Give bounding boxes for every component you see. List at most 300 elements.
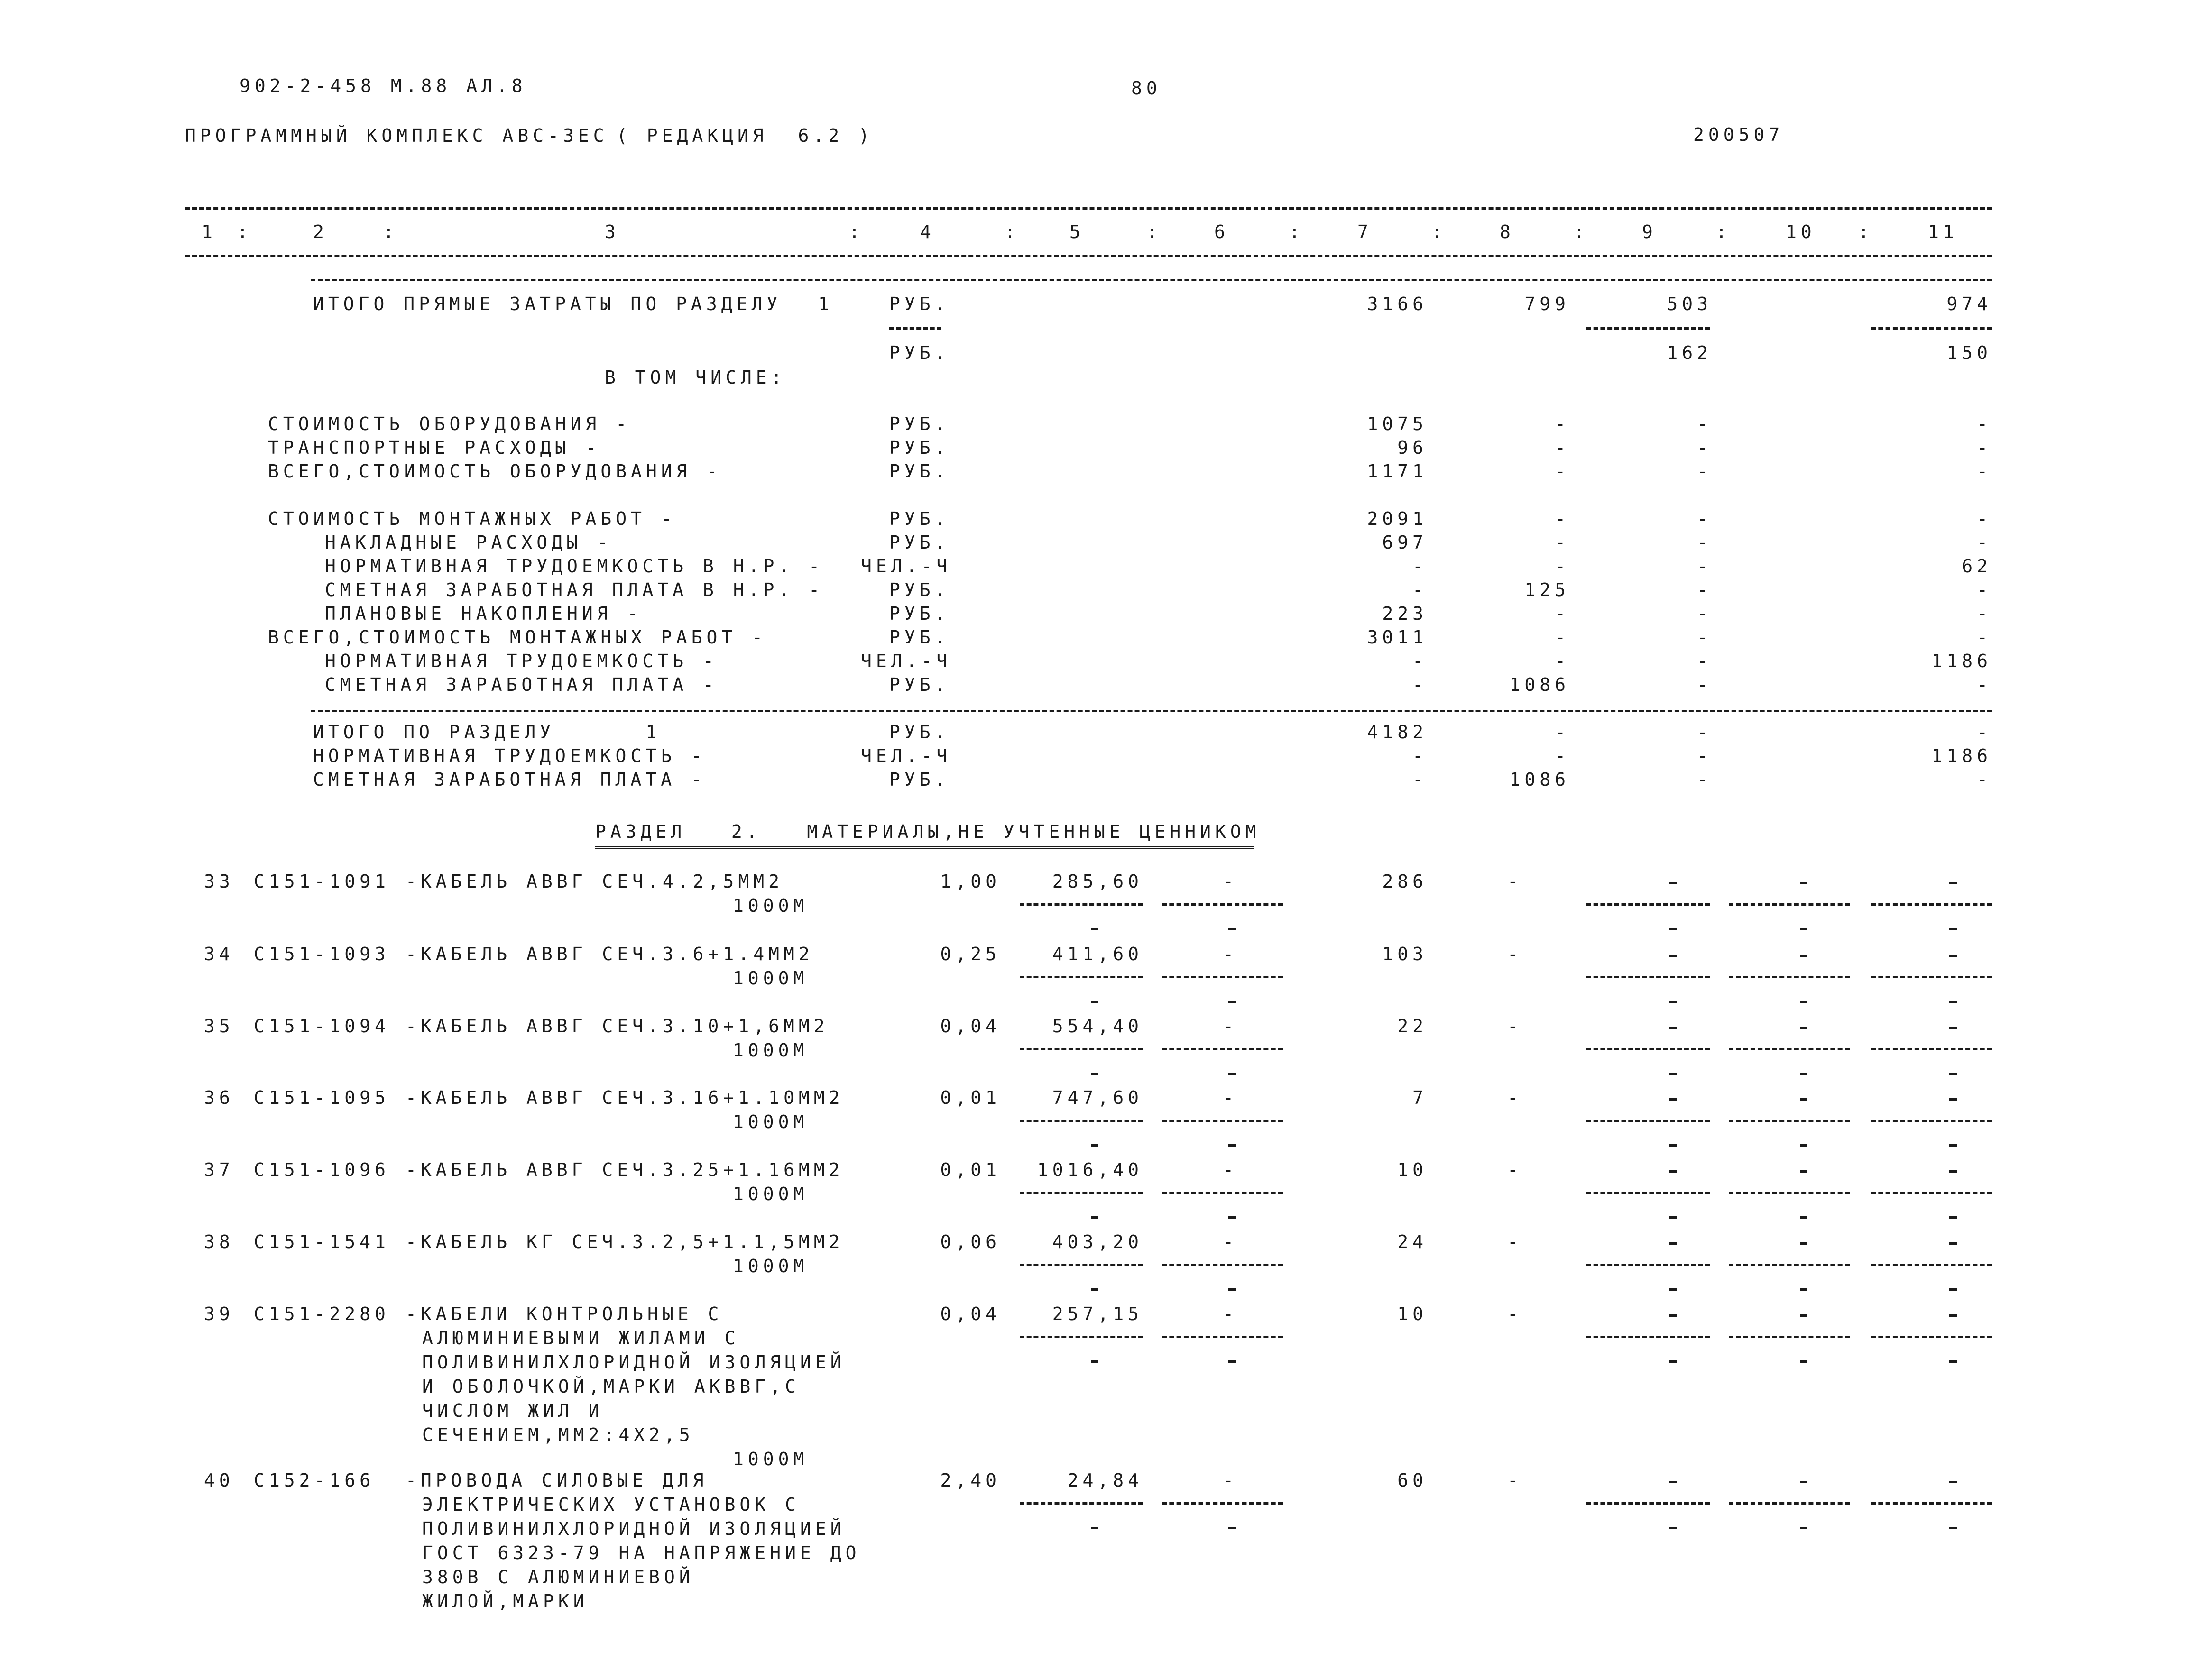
- direct-costs-col9: 503: [1667, 294, 1712, 314]
- direct-costs-col8: 799: [1524, 294, 1570, 314]
- breakdown-col7: 223: [1382, 603, 1428, 624]
- col11-divider: [1871, 327, 1992, 330]
- item-col7: 24: [1397, 1231, 1428, 1252]
- item-unit: 1000М: [733, 1256, 809, 1276]
- item-col6: -: [1223, 871, 1238, 892]
- dash-mark: [1800, 1360, 1807, 1363]
- item-divider: [1586, 1120, 1710, 1122]
- breakdown-col9: -: [1697, 508, 1712, 529]
- breakdown-col11: -: [1977, 532, 1992, 553]
- dash-mark: [1228, 1288, 1236, 1291]
- totals-col7: -: [1412, 769, 1428, 790]
- column-header-7: 7: [1357, 221, 1373, 242]
- breakdown-label: СМЕТНАЯ ЗАРАБОТНАЯ ПЛАТА В Н.Р. -: [325, 579, 824, 600]
- dash-mark: [1091, 1527, 1098, 1529]
- program-name: ПРОГРАММНЫЙ КОМПЛЕКС АВС-3ЕС: [185, 125, 608, 146]
- edition: ( РЕДАКЦИЯ 6.2 ): [617, 125, 874, 146]
- item-divider: [1871, 976, 1992, 978]
- item-description: -КАБЕЛЬ АВВГ СЕЧ.3.16+1.10ММ2: [406, 1087, 844, 1108]
- breakdown-unit: РУБ.: [889, 603, 950, 624]
- item-price: 403,20: [1052, 1231, 1143, 1252]
- item-number: 39: [204, 1304, 234, 1324]
- breakdown-col8: -: [1555, 556, 1570, 577]
- breakdown-col11: -: [1977, 603, 1992, 624]
- breakdown-col8: -: [1555, 413, 1570, 434]
- breakdown-label: НОРМАТИВНАЯ ТРУДОЕМКОСТЬ В Н.Р. -: [325, 556, 824, 577]
- item-description: АЛЮМИНИЕВЫМИ ЖИЛАМИ С: [422, 1328, 740, 1349]
- dash-mark: [1949, 1073, 1957, 1075]
- dash-mark: [1091, 928, 1098, 930]
- item-code: С151-1093: [254, 944, 390, 964]
- dash-mark: [1949, 1144, 1957, 1147]
- item-description: И ОБОЛОЧКОЙ,МАРКИ АКВВГ,С: [422, 1376, 800, 1397]
- item-unit: 1000М: [733, 1111, 809, 1132]
- column-separator: :: [1147, 221, 1162, 242]
- dash-mark: [1091, 1001, 1098, 1003]
- dash-mark: [1669, 1001, 1677, 1003]
- dash-mark: [1949, 1314, 1957, 1317]
- dash-mark: [1800, 1216, 1807, 1219]
- breakdown-col11: -: [1977, 437, 1992, 458]
- column-header-1: 1: [202, 221, 217, 242]
- item-quantity: 0,06: [940, 1231, 1001, 1252]
- item-divider: [1586, 976, 1710, 978]
- dash-mark: [1669, 1314, 1677, 1317]
- item-col8: -: [1507, 1159, 1522, 1180]
- dash-mark: [1091, 1288, 1098, 1291]
- breakdown-col7: 1171: [1367, 461, 1428, 482]
- dash-mark: [1091, 1073, 1098, 1075]
- dash-mark: [1800, 1288, 1807, 1291]
- item-number: 33: [204, 871, 234, 892]
- item-divider: [1586, 1336, 1710, 1338]
- breakdown-col7: -: [1412, 579, 1428, 600]
- item-price: 257,15: [1052, 1304, 1143, 1324]
- item-code: С151-2280: [254, 1304, 390, 1324]
- breakdown-col7: 697: [1382, 532, 1428, 553]
- item-description: ГОСТ 6323-79 НА НАПРЯЖЕНИЕ ДО: [422, 1542, 861, 1563]
- dash-mark: [1949, 1242, 1957, 1245]
- column-header-2: 2: [313, 221, 328, 242]
- totals-col9: -: [1697, 745, 1712, 766]
- item-divider: [1162, 1502, 1283, 1505]
- item-unit: 1000М: [733, 968, 809, 989]
- item-quantity: 1,00: [940, 871, 1001, 892]
- totals-col8: 1086: [1509, 769, 1570, 790]
- item-col6: -: [1223, 1470, 1238, 1491]
- dash-mark: [1949, 1001, 1957, 1003]
- item-description: СЕЧЕНИЕМ,ММ2:4Х2,5: [422, 1424, 694, 1445]
- breakdown-col9: -: [1697, 579, 1712, 600]
- item-code: С151-1091: [254, 871, 390, 892]
- item-col8: -: [1507, 1304, 1522, 1324]
- dash-mark: [1949, 1360, 1957, 1363]
- breakdown-unit: РУБ.: [889, 627, 950, 648]
- item-price: 285,60: [1052, 871, 1143, 892]
- column-separator: :: [1574, 221, 1589, 242]
- breakdown-col9: -: [1697, 556, 1712, 577]
- dash-mark: [1091, 1216, 1098, 1219]
- item-col8: -: [1507, 871, 1522, 892]
- breakdown-unit: РУБ.: [889, 413, 950, 434]
- item-divider: [1020, 976, 1143, 978]
- item-divider: [1020, 1048, 1143, 1050]
- item-price: 554,40: [1052, 1016, 1143, 1037]
- breakdown-col9: -: [1697, 651, 1712, 671]
- item-quantity: 0,04: [940, 1304, 1001, 1324]
- item-divider: [1871, 903, 1992, 906]
- dash-mark: [1800, 1242, 1807, 1245]
- item-unit: 1000М: [733, 1040, 809, 1061]
- item-divider: [1871, 1264, 1992, 1266]
- col9-divider: [1586, 327, 1710, 330]
- doc-code: 902-2-458 М.88 АЛ.8: [240, 75, 527, 96]
- totals-col9: -: [1697, 769, 1712, 790]
- item-divider: [1729, 976, 1850, 978]
- breakdown-col7: 2091: [1367, 508, 1428, 529]
- item-divider: [1729, 1336, 1850, 1338]
- unit-divider: [889, 327, 941, 330]
- dash-mark: [1800, 1027, 1807, 1029]
- dash-mark: [1800, 1001, 1807, 1003]
- column-separator: :: [849, 221, 864, 242]
- dash-mark: [1228, 1073, 1236, 1075]
- item-divider: [1162, 1336, 1283, 1338]
- dash-mark: [1669, 1288, 1677, 1291]
- item-code: С151-1096: [254, 1159, 390, 1180]
- item-divider: [1020, 903, 1143, 906]
- column-header-5: 5: [1069, 221, 1085, 242]
- breakdown-unit: ЧЕЛ.-Ч: [861, 556, 952, 577]
- breakdown-label: ПЛАНОВЫЕ НАКОПЛЕНИЯ -: [325, 603, 643, 624]
- dash-mark: [1949, 1216, 1957, 1219]
- dash-mark: [1949, 1527, 1957, 1529]
- breakdown-col11: 62: [1962, 556, 1992, 577]
- breakdown-label: СТОИМОСТЬ ОБОРУДОВАНИЯ -: [268, 413, 631, 434]
- item-description: -КАБЕЛЬ АВВГ СЕЧ.3.6+1.4ММ2: [406, 944, 814, 964]
- totals-label: СМЕТНАЯ ЗАРАБОТНАЯ ПЛАТА -: [313, 769, 706, 790]
- breakdown-col9: -: [1697, 627, 1712, 648]
- column-separator: :: [1289, 221, 1304, 242]
- item-col7: 22: [1397, 1016, 1428, 1037]
- breakdown-label: ВСЕГО,СТОИМОСТЬ МОНТАЖНЫХ РАБОТ -: [268, 627, 767, 648]
- column-header-6: 6: [1214, 221, 1229, 242]
- item-price: 24,84: [1067, 1470, 1143, 1491]
- breakdown-col7: -: [1412, 674, 1428, 695]
- totals-col7: -: [1412, 745, 1428, 766]
- breakdown-col9: -: [1697, 603, 1712, 624]
- dash-mark: [1949, 1098, 1957, 1101]
- dash-mark: [1800, 1098, 1807, 1101]
- item-divider: [1729, 903, 1850, 906]
- breakdown-unit: РУБ.: [889, 579, 950, 600]
- dash-mark: [1949, 1288, 1957, 1291]
- breakdown-col8: -: [1555, 508, 1570, 529]
- item-code: С151-1541: [254, 1231, 390, 1252]
- dash-mark: [1949, 1481, 1957, 1483]
- breakdown-unit: ЧЕЛ.-Ч: [861, 651, 952, 671]
- dash-mark: [1669, 1073, 1677, 1075]
- item-col7: 10: [1397, 1304, 1428, 1324]
- breakdown-col7: 96: [1397, 437, 1428, 458]
- breakdown-col11: -: [1977, 508, 1992, 529]
- item-divider: [1871, 1048, 1992, 1050]
- item-divider: [1162, 903, 1283, 906]
- item-col8: -: [1507, 944, 1522, 964]
- dash-mark: [1800, 1073, 1807, 1075]
- dash-mark: [1669, 1170, 1677, 1173]
- breakdown-col11: -: [1977, 461, 1992, 482]
- dash-mark: [1669, 1144, 1677, 1147]
- item-col6: -: [1223, 1231, 1238, 1252]
- date-code: 200507: [1693, 124, 1784, 145]
- item-description: ЭЛЕКТРИЧЕСКИХ УСТАНОВОК С: [422, 1494, 800, 1515]
- column-separator: :: [237, 221, 252, 242]
- item-divider: [1871, 1192, 1992, 1194]
- header-rule-bottom: [185, 255, 1992, 257]
- totals-unit: РУБ.: [889, 722, 950, 743]
- item-quantity: 0,01: [940, 1159, 1001, 1180]
- item-divider: [1162, 1120, 1283, 1122]
- breakdown-col8: -: [1555, 651, 1570, 671]
- item-description: -КАБЕЛЬ АВВГ СЕЧ.3.10+1,6ММ2: [406, 1016, 829, 1037]
- breakdown-unit: РУБ.: [889, 674, 950, 695]
- column-header-10: 10: [1786, 221, 1816, 242]
- header-rule-top: [185, 207, 1992, 210]
- dash-mark: [1669, 1216, 1677, 1219]
- dash-mark: [1800, 1527, 1807, 1529]
- item-col8: -: [1507, 1470, 1522, 1491]
- item-divider: [1020, 1502, 1143, 1505]
- totals-col8: -: [1555, 722, 1570, 743]
- sub-col11: 150: [1946, 342, 1992, 363]
- dash-mark: [1669, 928, 1677, 930]
- dash-mark: [1800, 955, 1807, 957]
- item-description: -КАБЕЛЬ АВВГ СЕЧ.3.25+1.16ММ2: [406, 1159, 844, 1180]
- dash-mark: [1949, 1027, 1957, 1029]
- column-header-3: 3: [605, 221, 620, 242]
- item-unit: 1000М: [733, 1449, 809, 1469]
- item-divider: [1729, 1048, 1850, 1050]
- totals-col11: -: [1977, 769, 1992, 790]
- breakdown-col9: -: [1697, 461, 1712, 482]
- item-unit: 1000М: [733, 1184, 809, 1204]
- item-price: 1016,40: [1037, 1159, 1143, 1180]
- column-separator: :: [1716, 221, 1731, 242]
- dash-mark: [1949, 1170, 1957, 1173]
- item-col6: -: [1223, 1304, 1238, 1324]
- item-number: 38: [204, 1231, 234, 1252]
- column-separator: :: [1005, 221, 1020, 242]
- dash-mark: [1228, 928, 1236, 930]
- breakdown-unit: РУБ.: [889, 461, 950, 482]
- item-col8: -: [1507, 1016, 1522, 1037]
- item-col7: 286: [1382, 871, 1428, 892]
- item-description: 380В С АЛЮМИНИЕВОЙ: [422, 1567, 694, 1588]
- dash-mark: [1800, 1144, 1807, 1147]
- breakdown-label: СТОИМОСТЬ МОНТАЖНЫХ РАБОТ -: [268, 508, 676, 529]
- item-col8: -: [1507, 1231, 1522, 1252]
- totals-col8: -: [1555, 745, 1570, 766]
- totals-col11: 1186: [1931, 745, 1992, 766]
- direct-costs-col11: 974: [1946, 294, 1992, 314]
- breakdown-label: НАКЛАДНЫЕ РАСХОДЫ -: [325, 532, 612, 553]
- item-code: С151-1094: [254, 1016, 390, 1037]
- dash-mark: [1228, 1001, 1236, 1003]
- item-unit: 1000М: [733, 895, 809, 916]
- dash-mark: [1669, 1527, 1677, 1529]
- item-col6: -: [1223, 944, 1238, 964]
- column-header-4: 4: [920, 221, 935, 242]
- breakdown-unit: РУБ.: [889, 437, 950, 458]
- direct-costs-unit: РУБ.: [889, 294, 950, 314]
- dash-mark: [1669, 1242, 1677, 1245]
- breakdown-label: ВСЕГО,СТОИМОСТЬ ОБОРУДОВАНИЯ -: [268, 461, 722, 482]
- totals-col9: -: [1697, 722, 1712, 743]
- item-description: ПОЛИВИНИЛХЛОРИДНОЙ ИЗОЛЯЦИЕЙ: [422, 1518, 846, 1539]
- item-quantity: 0,04: [940, 1016, 1001, 1037]
- breakdown-col8: -: [1555, 461, 1570, 482]
- item-description: ЧИСЛОМ ЖИЛ И: [422, 1400, 604, 1421]
- section-rule: [311, 279, 1992, 281]
- item-divider: [1162, 1048, 1283, 1050]
- item-quantity: 2,40: [940, 1470, 1001, 1491]
- direct-costs-label: ИТОГО ПРЯМЫЕ ЗАТРАТЫ ПО РАЗДЕЛУ: [313, 294, 782, 314]
- breakdown-col11: -: [1977, 627, 1992, 648]
- dash-mark: [1949, 882, 1957, 884]
- dash-mark: [1800, 882, 1807, 884]
- item-number: 34: [204, 944, 234, 964]
- breakdown-col11: -: [1977, 674, 1992, 695]
- dash-mark: [1669, 1360, 1677, 1363]
- item-col7: 103: [1382, 944, 1428, 964]
- item-description: -ПРОВОДА СИЛОВЫЕ ДЛЯ: [406, 1470, 708, 1491]
- dash-mark: [1669, 1098, 1677, 1101]
- breakdown-col8: -: [1555, 532, 1570, 553]
- section2-title: РАЗДЕЛ 2. МАТЕРИАЛЫ,НЕ УЧТЕННЫЕ ЦЕННИКОМ: [595, 821, 1261, 842]
- dash-mark: [1228, 1360, 1236, 1363]
- section2-underline: [595, 846, 1254, 852]
- item-col6: -: [1223, 1016, 1238, 1037]
- item-price: 747,60: [1052, 1087, 1143, 1108]
- breakdown-col8: 1086: [1509, 674, 1570, 695]
- totals-label: ИТОГО ПО РАЗДЕЛУ 1: [313, 722, 661, 743]
- item-quantity: 0,25: [940, 944, 1001, 964]
- breakdown-col9: -: [1697, 437, 1712, 458]
- dash-mark: [1669, 1481, 1677, 1483]
- item-divider: [1020, 1264, 1143, 1266]
- dash-mark: [1091, 1360, 1098, 1363]
- breakdown-col8: -: [1555, 603, 1570, 624]
- totals-rule: [311, 710, 1992, 712]
- sub-unit: РУБ.: [889, 342, 950, 363]
- item-code: С152-166: [254, 1470, 375, 1491]
- direct-costs-col7: 3166: [1367, 294, 1428, 314]
- direct-costs-section-no: 1: [818, 294, 833, 314]
- totals-label: НОРМАТИВНАЯ ТРУДОЕМКОСТЬ -: [313, 745, 706, 766]
- item-divider: [1586, 1264, 1710, 1266]
- item-col7: 60: [1397, 1470, 1428, 1491]
- item-col8: -: [1507, 1087, 1522, 1108]
- totals-unit: ЧЕЛ.-Ч: [861, 745, 952, 766]
- column-header-8: 8: [1500, 221, 1515, 242]
- item-code: С151-1095: [254, 1087, 390, 1108]
- dash-mark: [1800, 1170, 1807, 1173]
- item-divider: [1871, 1120, 1992, 1122]
- breakdown-col7: 1075: [1367, 413, 1428, 434]
- column-separator: :: [1858, 221, 1873, 242]
- breakdown-col9: -: [1697, 413, 1712, 434]
- breakdown-col7: -: [1412, 556, 1428, 577]
- item-col6: -: [1223, 1087, 1238, 1108]
- totals-col11: -: [1977, 722, 1992, 743]
- dash-mark: [1091, 1144, 1098, 1147]
- item-divider: [1020, 1192, 1143, 1194]
- item-divider: [1586, 903, 1710, 906]
- item-number: 40: [204, 1470, 234, 1491]
- dash-mark: [1800, 928, 1807, 930]
- item-quantity: 0,01: [940, 1087, 1001, 1108]
- item-divider: [1586, 1048, 1710, 1050]
- item-divider: [1162, 1192, 1283, 1194]
- item-divider: [1871, 1336, 1992, 1338]
- item-description: -КАБЕЛЬ АВВГ СЕЧ.4.2,5ММ2: [406, 871, 784, 892]
- breakdown-label: НОРМАТИВНАЯ ТРУДОЕМКОСТЬ -: [325, 651, 718, 671]
- breakdown-unit: РУБ.: [889, 508, 950, 529]
- sub-col9: 162: [1667, 342, 1712, 363]
- item-description: ПОЛИВИНИЛХЛОРИДНОЙ ИЗОЛЯЦИЕЙ: [422, 1352, 846, 1373]
- dash-mark: [1669, 882, 1677, 884]
- item-divider: [1729, 1502, 1850, 1505]
- including-label: В ТОМ ЧИСЛЕ:: [605, 367, 786, 388]
- item-number: 36: [204, 1087, 234, 1108]
- item-divider: [1586, 1192, 1710, 1194]
- dash-mark: [1949, 955, 1957, 957]
- item-divider: [1729, 1264, 1850, 1266]
- breakdown-col7: 3011: [1367, 627, 1428, 648]
- item-divider: [1586, 1502, 1710, 1505]
- item-divider: [1162, 976, 1283, 978]
- breakdown-col11: -: [1977, 413, 1992, 434]
- column-separator: :: [1431, 221, 1447, 242]
- dash-mark: [1669, 1027, 1677, 1029]
- item-divider: [1162, 1264, 1283, 1266]
- breakdown-col8: -: [1555, 437, 1570, 458]
- page-number: 80: [1131, 78, 1162, 99]
- item-col7: 10: [1397, 1159, 1428, 1180]
- item-col7: 7: [1412, 1087, 1428, 1108]
- item-description: ЖИЛОЙ,МАРКИ: [422, 1591, 589, 1612]
- item-divider: [1020, 1336, 1143, 1338]
- breakdown-col9: -: [1697, 532, 1712, 553]
- dash-mark: [1228, 1216, 1236, 1219]
- item-divider: [1729, 1192, 1850, 1194]
- breakdown-label: СМЕТНАЯ ЗАРАБОТНАЯ ПЛАТА -: [325, 674, 718, 695]
- totals-col7: 4182: [1367, 722, 1428, 743]
- item-divider: [1020, 1120, 1143, 1122]
- column-separator: :: [383, 221, 398, 242]
- dash-mark: [1228, 1144, 1236, 1147]
- breakdown-label: ТРАНСПОРТНЫЕ РАСХОДЫ -: [268, 437, 601, 458]
- item-description: -КАБЕЛЬ КГ СЕЧ.3.2,5+1.1,5ММ2: [406, 1231, 844, 1252]
- dash-mark: [1800, 1314, 1807, 1317]
- breakdown-col11: -: [1977, 579, 1992, 600]
- column-header-11: 11: [1928, 221, 1958, 242]
- item-description: -КАБЕЛИ КОНТРОЛЬНЫЕ С: [406, 1304, 723, 1324]
- dash-mark: [1800, 1481, 1807, 1483]
- totals-unit: РУБ.: [889, 769, 950, 790]
- item-price: 411,60: [1052, 944, 1143, 964]
